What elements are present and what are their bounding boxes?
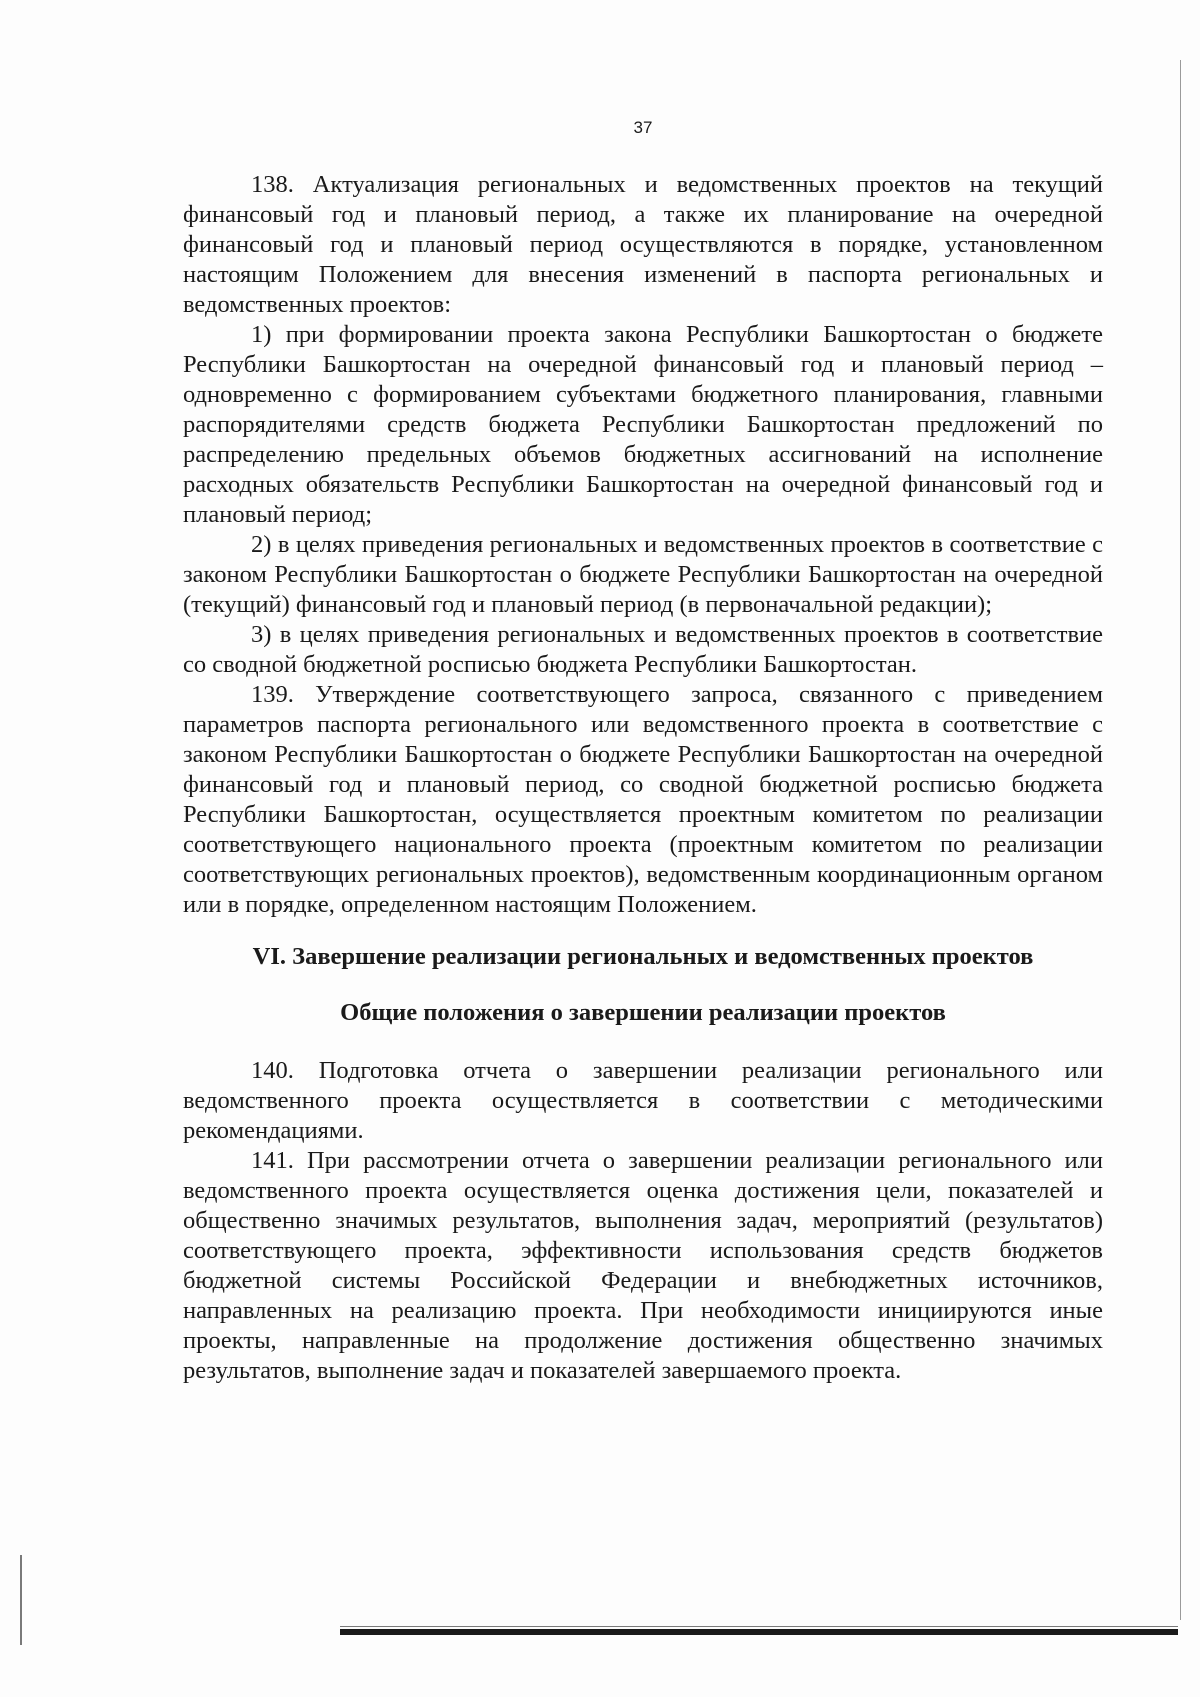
- paragraph-141: 141. При рассмотрении отчета о завершении реализации регионального или ведомственного проекта осуществляется оценка достижения цели, показателей и общественно значимых результатов, выполнения задач, мероприятий (результатов) соответствующего проекта, эффективности использования средств бюджетов бюджетной системы Российской Федерации и внебюджетных источников, направленных на реализацию проекта. При необходимости инициируются иные проекты, направленные на продолжение достижения общественно значимых результатов, выполнение задач и показателей завершаемого проекта.: [183, 1147, 1103, 1384]
- paragraph-138: 138. Актуализация региональных и ведомственных проектов на текущий финансовый год и плановый период, а также их планирование на очередной финансовый год и плановый период осуществляются в порядке, установленном настоящим Положением для внесения изменений в паспорта региональных и ведомственных проектов:: [183, 171, 1103, 318]
- paragraph-138-item-2: 2) в целях приведения региональных и ведомственных проектов в соответствие с законом Республики Башкортостан о бюджете Республики Башкортостан на очередной (текущий) финансовый год и плановый период (в первоначальной редакции);: [183, 531, 1103, 618]
- scan-edge-right: [1180, 60, 1181, 1620]
- paragraph-140: 140. Подготовка отчета о завершении реализации регионального или ведомственного проекта осуществляется в соответствии с методическими рекомендациями.: [183, 1057, 1103, 1144]
- document-body: [183, 170, 1103, 1386]
- paragraph-138-item-3: 3) в целях приведения региональных и ведомственных проектов в соответствие со сводной бюджетной росписью бюджета Республики Башкортостан.: [183, 621, 1103, 678]
- footer-rule: [340, 1629, 1178, 1635]
- section-heading: VI. Завершение реализации региональных и ведомственных проектов: [252, 943, 1034, 970]
- subsection-heading: Общие положения о завершении реализации проектов: [340, 999, 946, 1026]
- footer-rule-thin: [340, 1626, 1178, 1627]
- paragraph-139: 139. Утверждение соответствующего запроса, связанного с приведением параметров паспорта регионального или ведомственного проекта в соответствие с законом Республики Башкортостан о бюджете Республики Башкортостан на очередной финансовый год и плановый период, со сводной бюджетной росписью бюджета Республики Башкортостан, осуществляется проектным комитетом по реализации соответствующего национального проекта (проектным комитетом по реализации соответствующих региональных проектов), ведомственным координационным органом или в порядке, определенном настоящим Положением.: [183, 681, 1103, 918]
- scan-edge-left: [20, 1555, 22, 1645]
- paragraph-138-item-1: 1) при формировании проекта закона Республики Башкортостан о бюджете Республики Башкортостан на очередной финансовый год и плановый период – одновременно с формированием субъектами бюджетного планирования, главными распорядителями средств бюджета Республики Башкортостан предложений по распределению предельных объемов бюджетных ассигнований на исполнение расходных обязательств Республики Башкортостан на очередной финансовый год и плановый период;: [183, 321, 1103, 528]
- page-number: 37: [633, 118, 653, 137]
